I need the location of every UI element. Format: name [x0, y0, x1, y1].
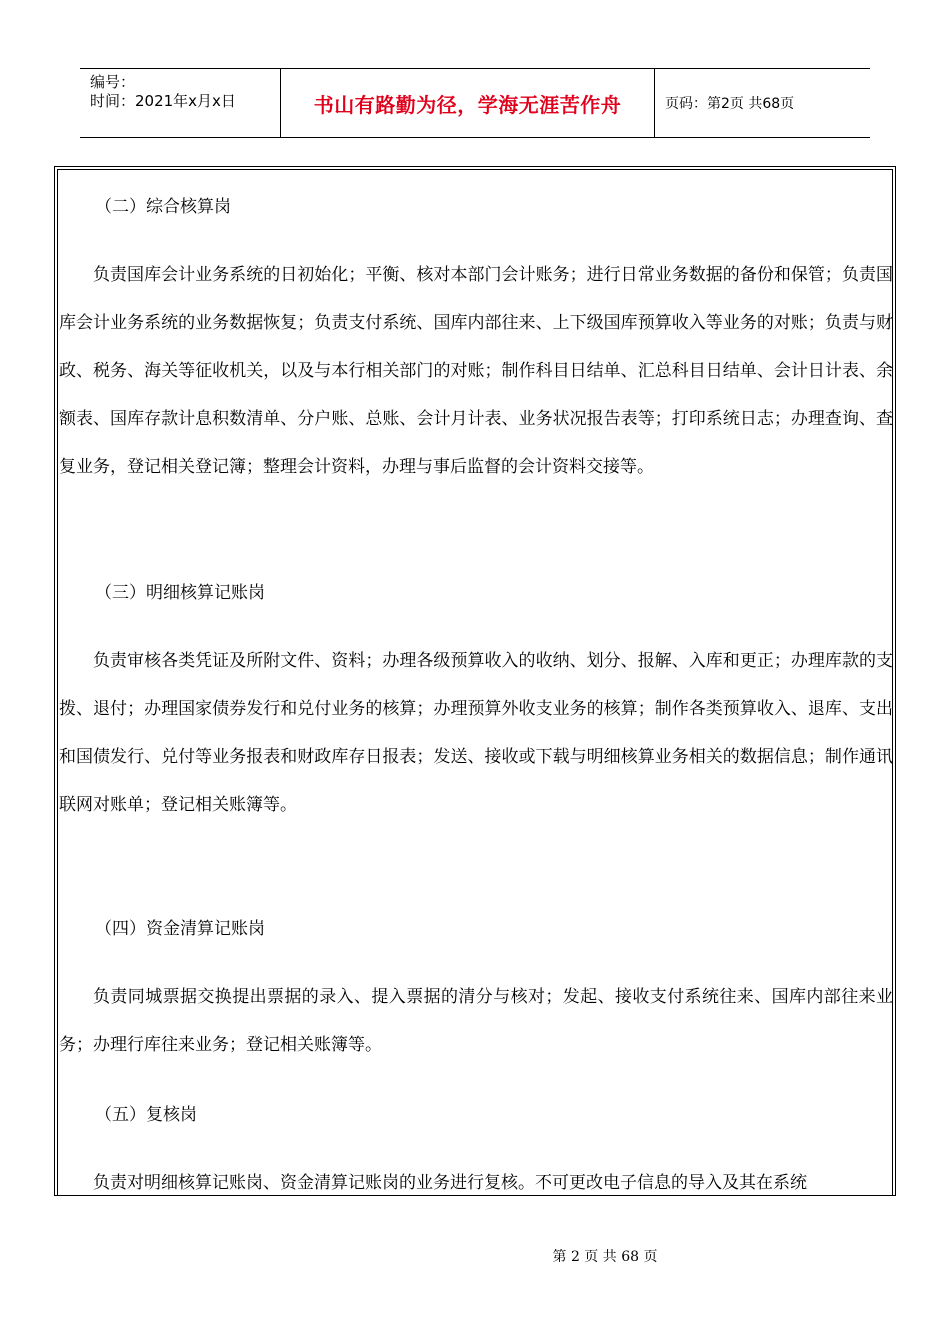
- header-motto: 书山有路勤为径，学海无涯苦作舟: [313, 92, 622, 117]
- section-heading-3: （三）明细核算记账岗: [95, 583, 265, 603]
- document-time-label: 时间：2021年x月x日: [90, 92, 236, 110]
- header-motto-cell: [281, 69, 655, 137]
- section-body-3: 负责审核各类凭证及所附文件、资料；办理各级预算收入的收纳、划分、报解、入库和更正；办理库款的支拨、退付；办理国家债券发行和兑付业务的核算；办理预算外收支业务的核算；制作各类预算收入、退库、支出和国债发行、兑付等业务报表和财政库存日报表；发送、接收或下载与明细核算业务相关的数据信息；制作通讯联网对账单；登记相关账簿等。: [59, 651, 893, 815]
- header-meta-cell: [80, 69, 281, 137]
- header-page-info: 页码：第2页 共68页: [665, 96, 795, 112]
- header-page-cell: [655, 69, 870, 137]
- section-body-4: 负责同城票据交换提出票据的录入、提入票据的清分与核对；发起、接收支付系统往来、国库内部往来业务；办理行库往来业务；登记相关账簿等。: [59, 987, 893, 1055]
- section-body-5: 负责对明细核算记账岗、资金清算记账岗的业务进行复核。不可更改电子信息的导入及其在系统: [93, 1173, 807, 1193]
- section-body-2: 负责国库会计业务系统的日初始化；平衡、核对本部门会计账务；进行日常业务数据的备份和保管；负责国库会计业务系统的业务数据恢复；负责支付系统、国库内部往来、上下级国库预算收入等业务的对账；负责与财政、税务、海关等征收机关，以及与本行相关部门的对账；制作科目日结单、汇总科目日结单、会计日计表、余额表、国库存款计息积数清单、分户账、总账、会计月计表、业务状况报告表等；打印系统日志；办理查询、查复业务，登记相关登记簿；整理会计资料，办理与事后监督的会计资料交接等。: [59, 265, 893, 477]
- section-heading-5: （五）复核岗: [95, 1105, 197, 1125]
- footer-page-number: 第 2 页 共 68 页: [552, 1249, 658, 1265]
- section-heading-4: （四）资金清算记账岗: [95, 919, 265, 939]
- page-footer: [0, 1246, 950, 1266]
- page-header: [80, 68, 870, 138]
- section-heading-2: （二）综合核算岗: [95, 197, 231, 217]
- document-number-label: 编号：: [90, 73, 136, 91]
- content-box: [54, 166, 896, 1196]
